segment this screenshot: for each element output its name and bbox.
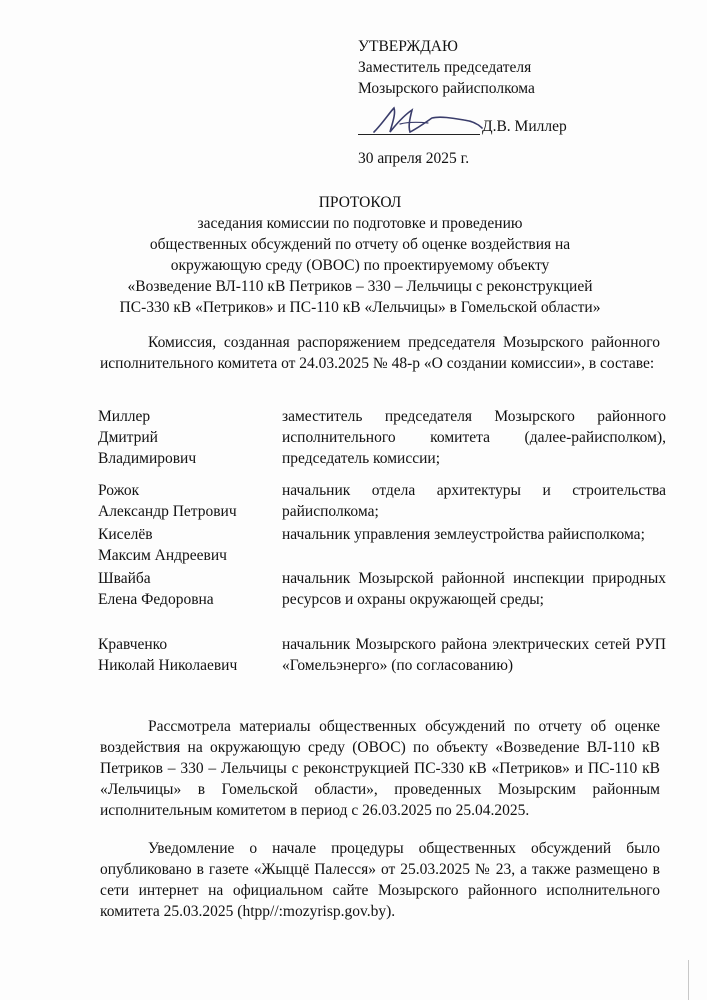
member-role: начальник Мозырской районной инспекции природных ресурсов и охраны окружающей среды; (282, 570, 666, 608)
member-given-names: Максим Андреевич (98, 547, 227, 564)
member-role: начальник управления землеустройства райисполкома; (282, 526, 645, 543)
member-given-names: Елена Федоровна (98, 591, 214, 608)
member-surname: Швайба (98, 570, 151, 587)
member-name (98, 524, 278, 566)
member-given-names: Александр Петрович (98, 503, 237, 520)
protocol-title-block (60, 192, 660, 318)
member-role: заместитель председателя Мозырского районного исполнительного комитета (далее-райисполком), председатель комиссии; (282, 408, 666, 467)
member-given-names: Николай Николаевич (98, 657, 238, 674)
approval-block (358, 36, 535, 99)
member-name (98, 568, 278, 610)
approval-date: 30 апреля 2025 г. (358, 150, 470, 167)
member-patronymic: Владимирович (98, 450, 197, 467)
member-name (98, 406, 278, 469)
review-paragraph: Рассмотрела материалы общественных обсуждений по отчету об оценке воздействия на окружающую среду (ОВОС) по объекту «Возведение ВЛ-110 кВ Петриков – 330 – Лельчицы с реконструкцией ПС-330 кВ «Петриков» и ПС-110 кВ «Лельчицы» в Гомельской области», проведенных Мозырским районным исполнительным комитетом в период с 26.03.2025 по 25.04.2025. (100, 718, 660, 819)
member-surname: Рожок (98, 482, 140, 499)
member-name (98, 634, 278, 676)
approval-position-line1: Заместитель председателя (358, 59, 532, 76)
member-role: начальник Мозырского района электрических сетей РУП «Гомельэнерго» (по согласованию) (282, 636, 666, 674)
intro-paragraph: Комиссия, созданная распоряжением председателя Мозырского районного исполнительного комитета от 24.03.2025 № 48-р «О создании комиссии», в составе: (100, 334, 660, 372)
protocol-title: ПРОТОКОЛ (318, 194, 402, 211)
member-name (98, 480, 278, 522)
protocol-subtitle-line2: общественных обсуждений по отчету об оценке воздействия на (149, 236, 571, 253)
approval-position-line2: Мозырского райисполкома (358, 80, 535, 97)
member-role: начальник отдела архитектуры и строительства райисполкома; (282, 482, 666, 520)
signatory-name: Д.В. Миллер (482, 118, 567, 135)
member-surname: Кравченко (98, 636, 168, 653)
member-surname: Киселёв (98, 526, 153, 543)
protocol-subtitle-line5: ПС-330 кВ «Петриков» и ПС-110 кВ «Лельчицы» в Гомельской области» (119, 299, 601, 316)
member-surname: Миллер (98, 408, 151, 425)
notification-paragraph: Уведомление о начале процедуры общественных обсуждений было опубликовано в газете «Жыццё Палесся» от 25.03.2025 № 23, а также размещено в сети интернет на официальном сайте Мозырского районного исполнительного комитета 25.03.2025 (htpp//:mozyrisp.gov.by). (100, 840, 660, 920)
protocol-subtitle-line4: «Возведение ВЛ-110 кВ Петриков – 330 – Лельчицы с реконструкцией (127, 278, 593, 295)
scan-artifact (688, 960, 689, 1000)
handwritten-signature (360, 102, 484, 140)
protocol-subtitle-line1: заседания комиссии по подготовке и проведению (197, 215, 523, 232)
approval-heading: УТВЕРЖДАЮ (358, 38, 458, 55)
member-first-name: Дмитрий (98, 429, 158, 446)
protocol-subtitle-line3: окружающую среду (ОВОС) по проектируемому объекту (170, 257, 550, 274)
